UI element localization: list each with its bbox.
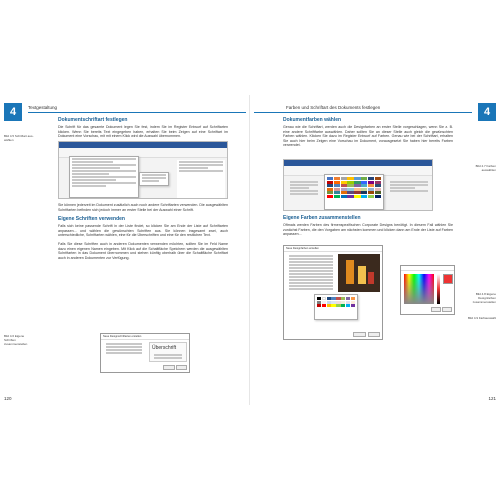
cancel-button[interactable] bbox=[176, 365, 187, 370]
chapter-tab: 4 bbox=[4, 103, 22, 121]
paragraph: Genau wie die Schriftart, werden auch die Designfarben an erster Stelle vorgeschlagen, wenn Sie z. B. eine andere Schriftfarbe auswählen. Daher sollten Sie an dieser Stelle auch gleich die gewünschten Farben wählen. Klicken Sie dazu im Register Entwurf auf Farben. Genau wie bei der Schriftart, erhalten Sie auch hier beim Zeigen eine Vorschau im Dokument, vorausgesetzt Sie haben hier bereits Farben verwendet. bbox=[283, 125, 453, 148]
cancel-button[interactable] bbox=[368, 332, 380, 337]
font-tooltip bbox=[139, 172, 169, 186]
right-page bbox=[250, 95, 500, 405]
left-column-bottom bbox=[58, 203, 228, 264]
new-theme-colors-dialog bbox=[283, 245, 383, 340]
header-rule bbox=[254, 112, 472, 113]
section-title: Dokumentschriftart festlegen bbox=[58, 117, 128, 123]
dialog-title: Neue Designfarben erstellen bbox=[284, 246, 382, 252]
ok-button[interactable] bbox=[431, 307, 441, 312]
dialog-title: Neue Designschriftarten erstellen bbox=[101, 334, 189, 340]
section-title: Dokumentfarben wählen bbox=[283, 117, 342, 123]
paragraph: Falls sich keine passende Schrift in der Liste findet, so klicken Sie am Ende der Liste auf Schriftarten anpassen... und wählen die gewünschten Schriften aus. Sie können insgesamt zwei, auch unterschiedliche, Schriftarten wählen, eine für die Überschriften und eine für den restlichen Text. bbox=[58, 224, 228, 238]
luminance-slider[interactable] bbox=[437, 274, 440, 304]
running-head: Textgestaltung bbox=[28, 105, 58, 110]
colors-dropdown bbox=[324, 174, 384, 210]
left-page bbox=[0, 95, 250, 405]
figure-caption: Bild 4.6 Eigene Schriften zusammenstellen bbox=[4, 334, 28, 346]
figure-caption: Bild 4.9 Farbauswahl bbox=[467, 316, 496, 320]
color-preview bbox=[443, 274, 453, 284]
running-head: Farben und Schriftart des Dokuments festlegen bbox=[286, 105, 381, 110]
cancel-button[interactable] bbox=[442, 307, 452, 312]
figure-caption: Bild 4.5 Schriftart aus-wählen bbox=[4, 134, 34, 142]
color-spectrum[interactable] bbox=[404, 274, 434, 304]
section-title: Eigene Schriften verwenden bbox=[58, 216, 125, 223]
page-number: 120 bbox=[4, 396, 12, 401]
font-dropdown bbox=[69, 156, 139, 198]
theme-preview bbox=[338, 254, 380, 292]
color-picker-dialog bbox=[400, 265, 455, 315]
sample-preview bbox=[149, 342, 187, 362]
new-theme-fonts-dialog bbox=[100, 333, 190, 373]
paragraph: Falls Sie diese Schriften auch in anderen Dokumenten verwenden möchten, sollten Sie im Feld Name dazu einen eigenen Namen eingeben. Mit Klick auf die Schaltfläche Speichern werden die ausgewählten Schriftarten in das Dokument übernommen und stehen künftig oberhalb über die Schaltfläche Schriftart auch in anderen Dokumenten zur Verfügung. bbox=[58, 241, 228, 260]
left-column-top bbox=[58, 117, 228, 143]
chapter-tab: 4 bbox=[478, 103, 496, 121]
header-rule bbox=[28, 112, 246, 113]
font-menu-screenshot bbox=[58, 141, 228, 199]
sample-heading: Überschrift bbox=[152, 345, 177, 351]
color-picker-popup bbox=[314, 294, 358, 320]
colors-menu-screenshot bbox=[283, 159, 433, 211]
document-preview bbox=[177, 160, 225, 198]
save-button[interactable] bbox=[353, 332, 366, 337]
figure-caption: Bild 4.8 Eigene Designfarben zusammenstellen bbox=[472, 292, 496, 304]
figure-caption: Bild 4.7 Farben auswählen bbox=[475, 164, 496, 172]
section-title: Eigene Farben zusammenstellen bbox=[283, 215, 361, 221]
paragraph: Oftmals werden Farben des firmenspezifischen Corporate Designs benötigt. In diesem Fall wählen Sie zunächst Farben, die den Vorgaben am nächsten kommen und klicken dann am Ende der Liste auf Farben anpassen... bbox=[283, 223, 453, 237]
paragraph: Sie können jederzeit im Dokument zusätzlich auch noch andere Schriftarten verwenden. Die ausgewählten Schriftarten befinden sich jedoch immer an erster Stelle bei der Auswahl einer Schrift. bbox=[58, 203, 228, 212]
page-number: 121 bbox=[488, 396, 496, 401]
paragraph: Die Schrift für das gesamte Dokument legen Sie fest, indem Sie im Register Entwurf auf Schriftarten klicken. Wenn Sie bereits Text eingegeben haben, erhalten Sie beim Zeigen auf eine Schriftart im Dokument eine Vorschau, mit mit einem Klick wird die Auswahl übernommen. bbox=[58, 125, 228, 139]
save-button[interactable] bbox=[163, 365, 175, 370]
right-column-top bbox=[283, 117, 453, 152]
right-column-bottom bbox=[283, 215, 453, 241]
